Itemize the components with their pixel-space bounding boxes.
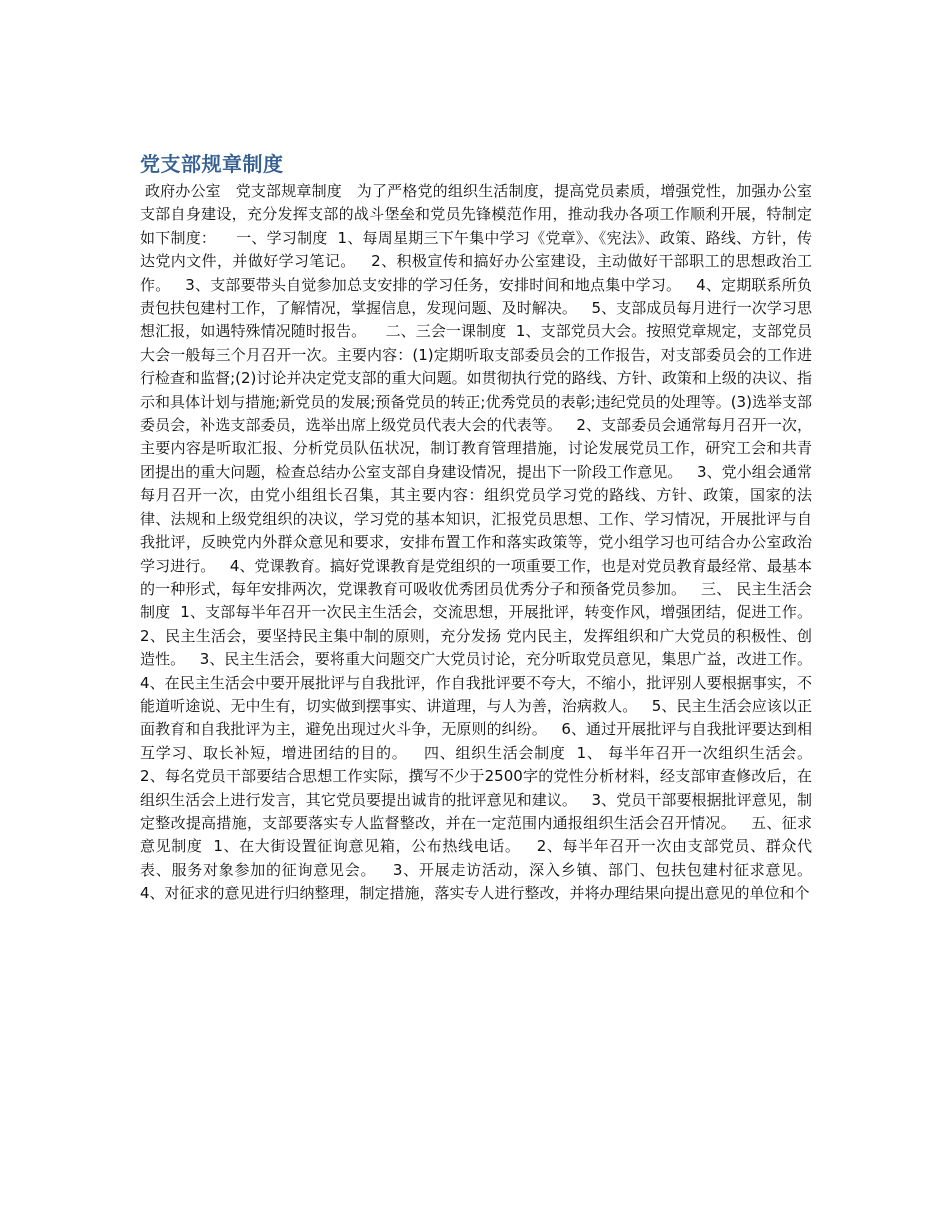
- document-title: 党支部规章制度: [140, 152, 284, 176]
- document-body-text: 政府办公室 党支部规章制度 为了严格党的组织生活制度，提高党员素质，增强党性，加强办公室支部自身建设，充分发挥支部的战斗堡垒和党员先锋模范作用，推动我办各项工作顺利开展，特制定如下制度： 一、学习制度 1、每周星期三下午集中学习《党章》、《宪法》、政策、路线、方针，传达党内文件，并做好学习笔记。 2、积极宣传和搞好办公室建设，主动做好干部职工的思想政治工作。 3、支部要带头自觉参加总支安排的学习任务，安排时间和地点集中学习。 4、定期联系所负责包扶包建村工作，了解情况，掌握信息，发现问题、及时解决。 5、支部成员每月进行一次学习思想汇报，如遇特殊情况随时报告。 二、三会一课制度 1、支部党员大会。按照党章规定，支部党员大会一般每三个月召开一次。主要内容：(1)定期听取支部委员会的工作报告，对支部委员会的工作进行检查和监督;(2)讨论并决定党支部的重大问题。如贯彻执行党的路线、方针、政策和上级的决议、指示和具体计划与措施;新党员的发展;预备党员的转正;优秀党员的表彰;违纪党员的处理等。(3)选举支部委员会，补选支部委员，选举出席上级党员代表大会的代表等。 2、支部委员会通常每月召开一次，主要内容是听取汇报、分析党员队伍状况，制订教育管理措施，讨论发展党员工作，研究工会和共青团提出的重大问题，检查总结办公室支部自身建设情况，提出下一阶段工作意见。 3、党小组会通常每月召开一次，由党小组组长召集，其主要内容：组织党员学习党的路线、方针、政策，国家的法律、法规和上级党组织的决议，学习党的基本知识，汇报党员思想、工作、学习情况，开展批评与自我批评，反映党内外群众意见和要求，安排布置工作和落实政策等，党小组学习也可结合办公室政治学习进行。 4、党课教育。搞好党课教育是党组织的一项重要工作，也是对党员教育最经常、最基本的一种形式，每年安排两次，党课教育可吸收优秀团员优秀分子和预备党员参加。 三、 民主生活会制度 1、支部每半年召开一次民主生活会，交流思想，开展批评，转变作风，增强团结，促进工作。 2、民主生活会，要坚持民主集中制的原则，充分发扬 党内民主，发挥组织和广大党员的积极性、创造性。 3、民主生活会，要将重大问题交广大党员讨论，充分听取党员意见，集思广益，改进工作。 4、在民主生活会中要开展批评与自我批评，作自我批评要不夸大，不缩小，批评别人要根据事实，不能道听途说、无中生有，切实做到摆事实、讲道理，与人为善，治病救人。 5、民主生活会应该以正面教育和自我批评为主，避免出现过火斗争，无原则的纠纷。 6、通过开展批评与自我批评要达到相互学习、取长补短，增进团结的目的。 四、组织生活会制度 1、 每半年召开一次组织生活会。 2、每名党员干部要结合思想工作实际，撰写不少于2500字的党性分析材料，经支部审查修改后，在组织生活会上进行发言，其它党员要提出诚肯的批评意见和建议。 3、党员干部要根据批评意见，制定整改提高措施，支部要落实专人监督整改，并在一定范围内通报组织生活会召开情况。 五、征求意见制度 1、在大街设置征询意见箱，公布热线电话。 2、每半年召开一次由支部党员、群众代表、服务对象参加的征询意见会。 3、开展走访活动，深入乡镇、部门、包扶包建村征求意见。 4、对征求的意见进行归纳整理，制定措施，落实专人进行整改，并将办理结果向提出意见的单位和个: [140, 182, 827, 903]
